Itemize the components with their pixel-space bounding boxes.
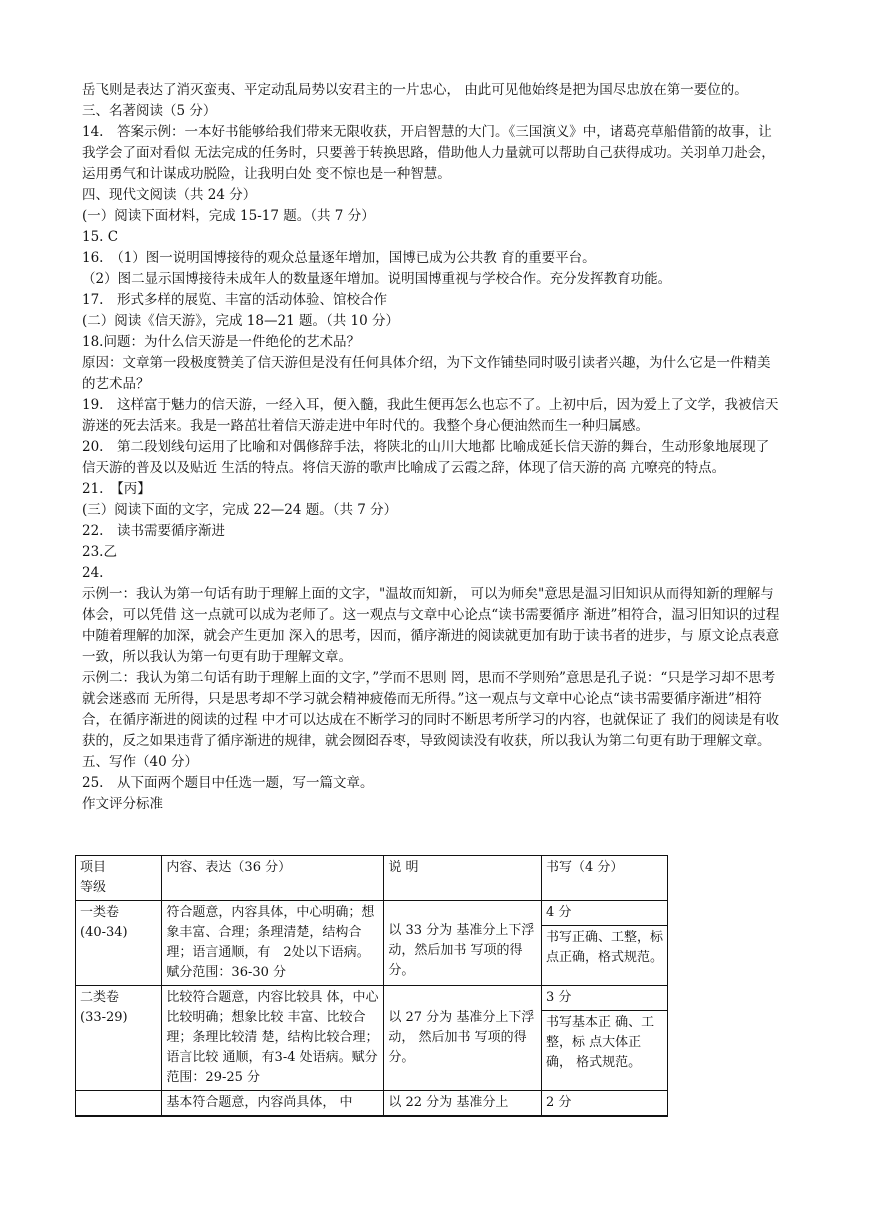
- example-1: 示例一：我认为第一句话有助于理解上面的文字，"温故而知新， 可以为师矣"意思是温习旧知识从而得知新的理解与体会，可以凭借 这一点就可以成为老师了。这一观点与文章中心论点“读书需要循序 渐进”相符合，温习旧知识的过程中随着理解的加深，就会产生更加 深入的思考，因而，循序渐进的阅读就更加有助于读书者的进步，与 原文论点表意一致，所以我认为第一句更有助于理解文章。: [82, 586, 780, 665]
- answer-16-2: （2）图二显示国博接待未成年人的数量逐年增加。说明国博重视与学校合作。充分发挥教育功能。: [82, 271, 672, 287]
- table-header-row: [76, 856, 668, 901]
- answer-18-question: 18.问题：为什么信天游是一件绝伦的艺术品？: [82, 334, 360, 350]
- row-note: 以 22 分为 基准分上: [384, 1091, 542, 1117]
- section-heading: 四、现代文阅读（共 24 分）: [82, 187, 257, 203]
- paragraph: 岳飞则是表达了消灭蛮夷、平定动乱局势以安君主的一片忠心， 由此可见他始终是把为国尽忠放在第一要位的。: [82, 82, 748, 98]
- row-score: 4 分: [542, 901, 667, 926]
- answer-23: 23.乙: [82, 544, 117, 560]
- section-heading: 五、写作（40 分）: [82, 754, 198, 770]
- subsection-heading: (二）阅读《信天游》，完成 18—21 题。（共 10 分）: [82, 313, 399, 329]
- row-note-text: 以 27 分为 基准分上下浮动， 然后加书 写项的得 分。: [388, 1010, 535, 1065]
- answer-18-reason: 原因：文章第一段极度赞美了信天游但是没有任何具体介绍，为下文作铺垫同时吸引读者兴趣，为什么它是一件精美的艺术品？: [82, 355, 771, 392]
- answer-16-1: 16. （1）图一说明国博接待的观众总量逐年增加，国博已成为公共教 育的重要平台。: [82, 250, 596, 266]
- answer-15: 15. C: [82, 229, 119, 245]
- row-writing: [542, 901, 668, 986]
- subsection-heading: (三）阅读下面的文字，完成 22—24 题。（共 7 分）: [82, 502, 398, 518]
- answer-20: 20. 第二段划线句运用了比喻和对偶修辞手法，将陕北的山川大地都 比喻成延长信天游的舞台，生动形象地展现了信天游的普及以及贴近 生活的特点。将信天游的歌声比喻成了云霞之辞，体现了信天游的高 亢嘹亮的特点。: [82, 439, 770, 476]
- row-score: 3 分: [542, 986, 667, 1011]
- answer-14: 14. 答案示例：一本好书能够给我们带来无限收获，开启智慧的大门。《三国演义》中，诸葛亮草船借箭的故事，让我学会了面对看似 无法完成的任务时，只要善于转换思路，借助他人力量就可以帮助自己获得成功。关羽单刀赴会，运用勇气和计谋成功脱险，让我明白处 变不惊也是一种智慧。: [82, 124, 775, 182]
- answer-text: [82, 80, 782, 815]
- row-content: 符合题意，内容具体，中心明确；想象丰富、合理；条理清楚，结构合理；语言通顺，有 2处以下语病。 赋分范围：36-30 分: [162, 901, 384, 986]
- row-level: 一类卷 (40-34): [76, 901, 162, 986]
- answer-24: 24.: [82, 565, 104, 581]
- row-score: 2 分: [542, 1091, 668, 1117]
- section-heading: 三、名著阅读（5 分）: [82, 103, 217, 119]
- row-note-text: 以 33 分为 基准分上下浮动，然后加书 写项的得分。: [388, 923, 535, 978]
- table-row: [76, 986, 668, 1091]
- answer-25: 25. 从下面两个题目中任选一题，写一篇文章。: [82, 775, 374, 791]
- row-note: [384, 986, 542, 1091]
- table-row: [76, 901, 668, 986]
- row-content: 比较符合题意，内容比较具 体，中心比较明确；想象比较 丰富、比较合理；条理比较清 楚，结构比较合理；语言比较 通顺，有3-4 处语病。赋分范围：29-25 分: [162, 986, 384, 1091]
- row-level: [76, 1091, 162, 1117]
- row-note: [384, 901, 542, 986]
- row-writing-text: 书写基本正 确、工整，标 点大体正确， 格式规范。: [546, 1015, 655, 1070]
- subsection-heading: (一）阅读下面材料，完成 15-17 题。（共 7 分）: [82, 208, 375, 224]
- row-writing: [542, 986, 668, 1091]
- table-row: [76, 1091, 668, 1117]
- header-writing: 书写（4 分）: [542, 856, 668, 901]
- row-writing-text: 书写正确、工整，标点正确，格式规范。: [546, 930, 664, 965]
- example-2: 示例二：我认为第二句话有助于理解上面的文字，”学而不思则 罔，思而不学则殆”意思是孔子说：“只是学习却不思考就会迷惑而 无所得，只是思考却不学习就会精神疲倦而无所得。”这一观点与文章中心论点“读书需要循序渐进”相符合，在循序渐进的阅读的过程 中才可以达成在不断学习的同时不断思考所学习的内容，也就保证了 我们的阅读是有收获的，反之如果违背了循序渐进的规律，就会囫囵吞枣，导致阅读没有收获，所以我认为第二句更有助于理解文章。: [82, 670, 780, 749]
- answer-17: 17. 形式多样的展览、丰富的活动体验、馆校合作: [82, 292, 387, 308]
- header-note: 说 明: [384, 856, 542, 901]
- grading-table: [75, 855, 668, 1117]
- table-caption: 作文评分标准: [82, 796, 163, 812]
- answer-19: 19. 这样富于魅力的信天游，一经入耳，便入髓，我此生便再怎么也忘不了。上初中后，因为爱上了文学，我被信天游迷的死去活来。我是一路茁壮着信天游走进中年时代的。我整个身心便油然而生一种归属感。: [82, 397, 779, 434]
- row-level: 二类卷 (33-29): [76, 986, 162, 1091]
- answer-22: 22. 读书需要循序渐进: [82, 523, 225, 539]
- header-level: 项目 等级: [76, 856, 162, 901]
- row-content: 基本符合题意，内容尚具体， 中: [162, 1091, 384, 1117]
- header-content: 内容、表达（36 分）: [162, 856, 384, 901]
- answer-21: 21. 【丙】: [82, 481, 151, 497]
